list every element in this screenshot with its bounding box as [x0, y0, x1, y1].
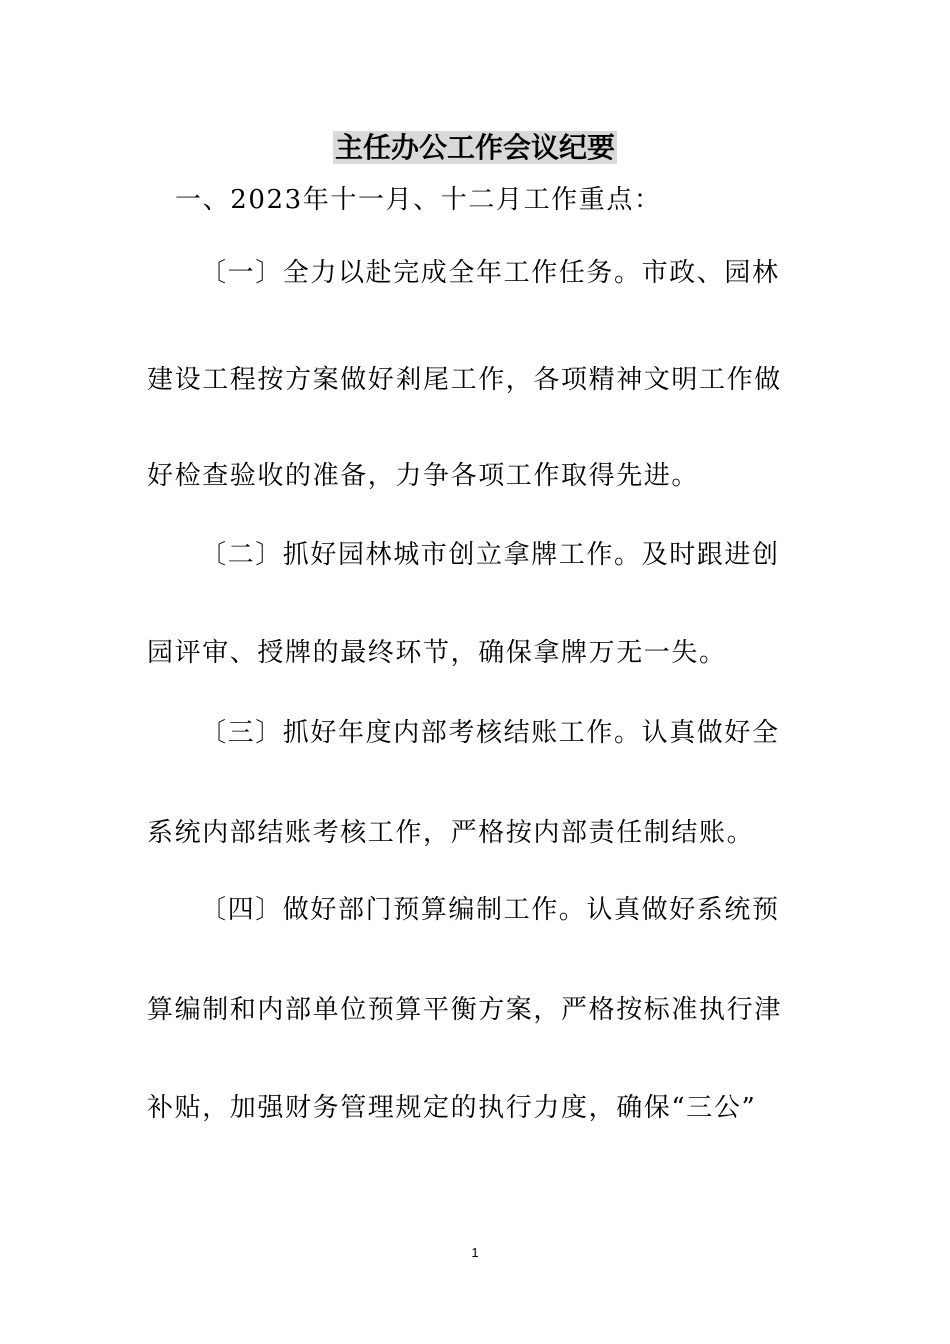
paragraph-1-line-3: 好检查验收的准备，力争各项工作取得先进。	[147, 461, 700, 491]
document-title	[0, 128, 950, 168]
paragraph-3-line-1: 〔三〕抓好年度内部考核结账工作。认真做好全	[200, 718, 780, 748]
paragraph-1-line-1: 〔一〕全力以赴完成全年工作任务。市政、园林	[200, 258, 780, 288]
paragraph-1-line-2: 建设工程按方案做好剎尾工作，各项精神文明工作做	[147, 365, 782, 395]
section-heading: 一、2023年十一月、十二月工作重点：	[175, 185, 662, 215]
page-number: 1	[471, 1245, 479, 1260]
document-title-text: 主任办公工作会议纪要	[334, 131, 615, 164]
paragraph-4-line-2: 算编制和内部单位预算平衡方案，严格按标准执行津	[147, 995, 782, 1025]
paragraph-4-line-3: 补贴，加强财务管理规定的执行力度，确保“三公”	[147, 1093, 757, 1123]
paragraph-3-line-2: 系统内部结账考核工作，严格按内部责任制结账。	[147, 818, 755, 848]
paragraph-2-line-1: 〔二〕抓好园林城市创立拿牌工作。及时跟进创	[200, 540, 780, 570]
paragraph-4-line-1: 〔四〕做好部门预算编制工作。认真做好系统预	[200, 895, 780, 925]
paragraph-2-line-2: 园评审、授牌的最终环节，确保拿牌万无一失。	[147, 638, 727, 668]
